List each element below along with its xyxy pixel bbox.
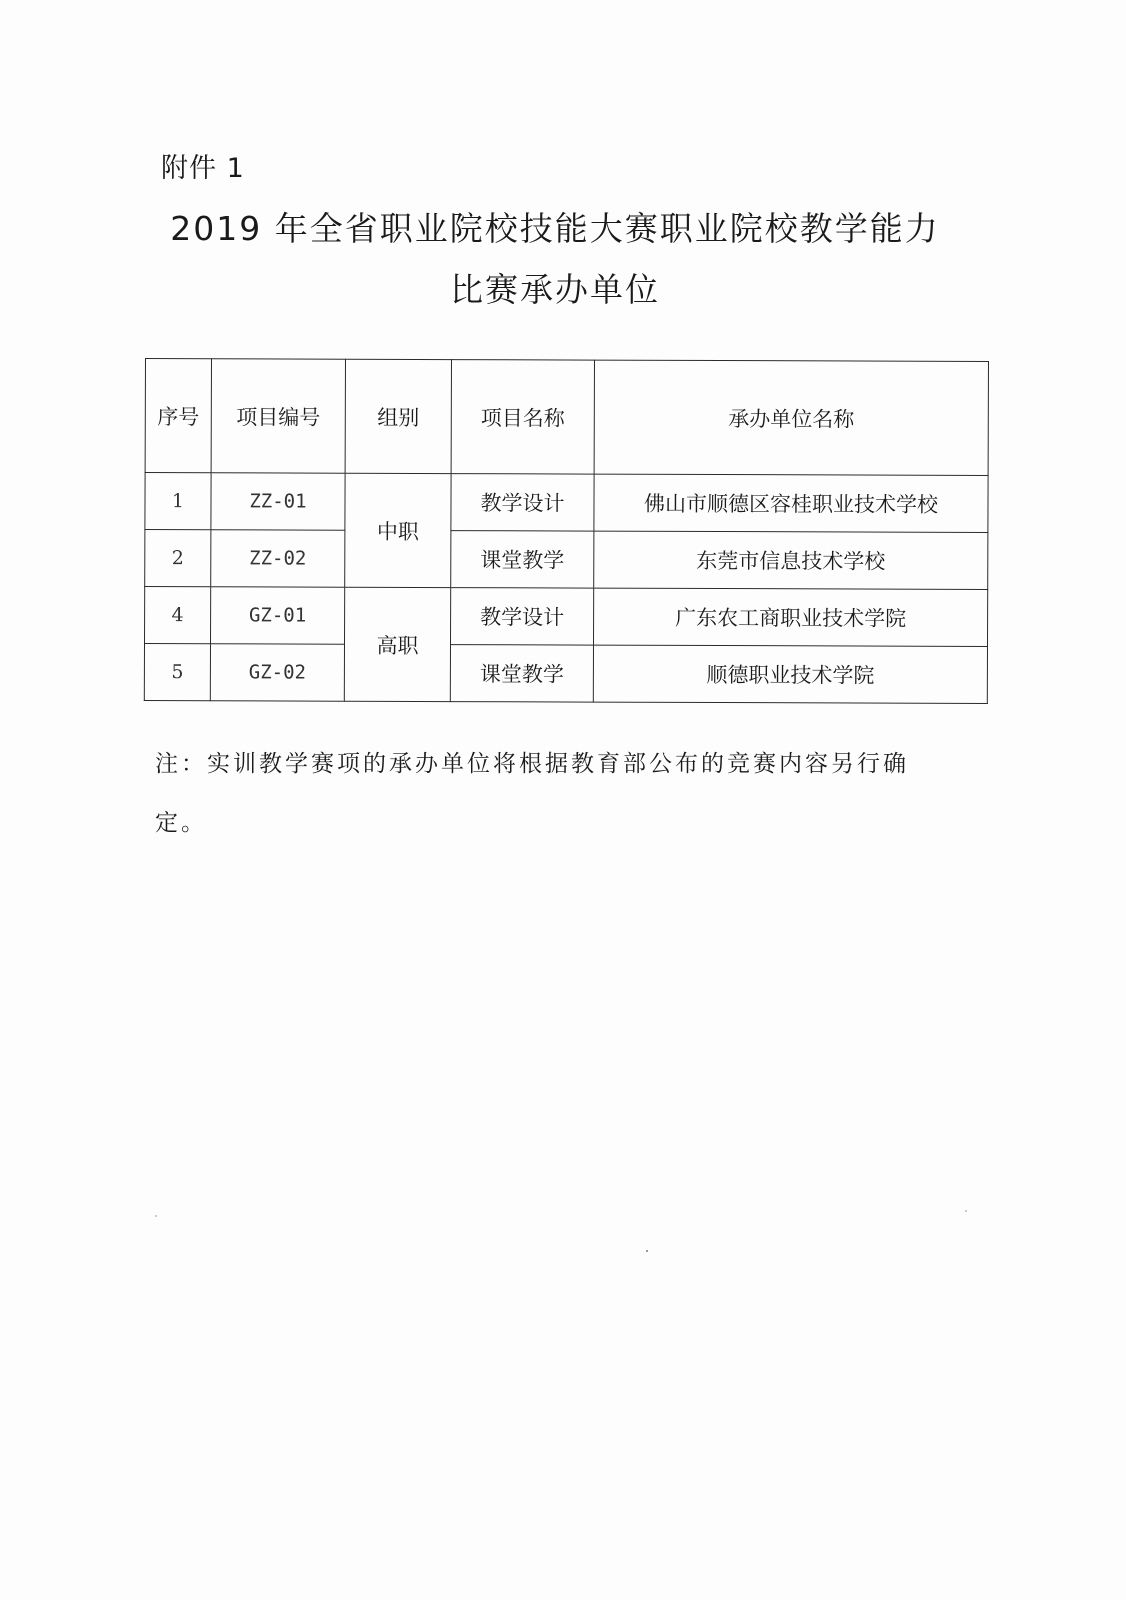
scan-speck <box>155 1215 157 1217</box>
table-row <box>145 473 988 533</box>
scan-speck <box>965 1210 967 1212</box>
host-units-table <box>144 358 989 704</box>
cell-project-name: 课堂教学 <box>450 645 593 702</box>
cell-host-unit: 广东农工商职业技术学院 <box>594 588 988 646</box>
header-project-code: 项目编号 <box>211 359 345 473</box>
cell-project-name: 教学设计 <box>451 588 594 645</box>
document-title-line-1: 2019 年全省职业院校技能大赛职业院校教学能力 <box>170 209 940 248</box>
cell-seq: 2 <box>145 530 211 587</box>
table-row <box>145 530 988 590</box>
cell-seq: 4 <box>145 587 211 644</box>
table-row <box>145 587 988 647</box>
cell-host-unit: 东莞市信息技术学校 <box>594 531 988 589</box>
cell-project-code: GZ-01 <box>211 587 345 644</box>
cell-seq: 1 <box>145 473 211 530</box>
header-host-unit: 承办单位名称 <box>594 360 988 475</box>
header-seq: 序号 <box>145 359 211 473</box>
cell-project-code: GZ-02 <box>210 644 344 701</box>
table-row <box>144 644 987 704</box>
attachment-label: 附件 1 <box>161 153 245 184</box>
scan-speck <box>646 1250 648 1252</box>
header-group: 组别 <box>345 359 451 473</box>
cell-group: 高职 <box>344 587 450 701</box>
cell-project-code: ZZ-01 <box>211 473 345 530</box>
cell-host-unit: 佛山市顺德区容桂职业技术学校 <box>594 474 988 532</box>
note-line-1: 注：实训教学赛项的承办单位将根据教育部公布的竞赛内容另行确 <box>155 751 909 777</box>
cell-seq: 5 <box>144 644 210 701</box>
cell-project-code: ZZ-02 <box>211 530 345 587</box>
cell-project-name: 教学设计 <box>451 474 594 531</box>
cell-group: 中职 <box>345 473 451 587</box>
cell-host-unit: 顺德职业技术学院 <box>593 645 987 703</box>
document-title-line-2: 比赛承办单位 <box>450 270 660 309</box>
header-project-name: 项目名称 <box>451 360 594 474</box>
note-line-2: 定。 <box>155 810 207 836</box>
table-header-row <box>145 359 988 476</box>
cell-project-name: 课堂教学 <box>451 531 594 588</box>
